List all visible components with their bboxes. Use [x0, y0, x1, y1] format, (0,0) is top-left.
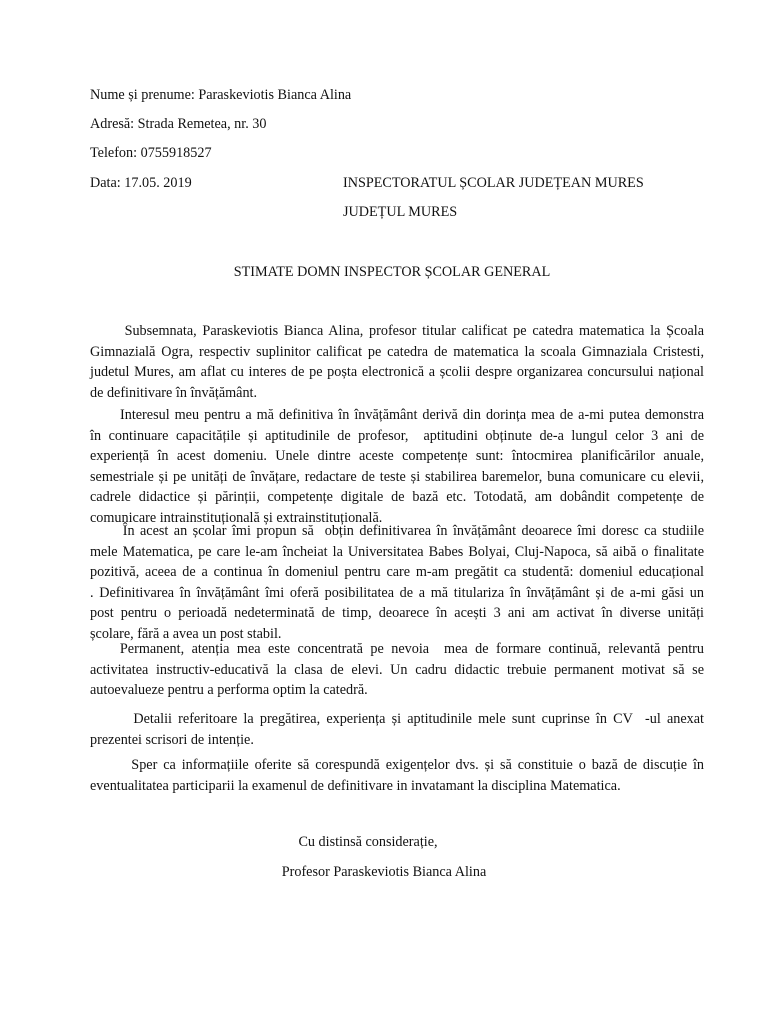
closing: Cu distinsă considerație, — [298, 834, 438, 850]
sender-phone: Telefon: 0755918527 — [90, 145, 212, 161]
paragraph-line: Sper ca informațiile oferite să corespundă exigențelor dvs. și să constituie o bază de discuție în — [90, 757, 704, 773]
recipient-institution: INSPECTORATUL ȘCOLAR JUDEȚEAN MURES — [343, 175, 644, 191]
paragraph-line: eventualitatea participarii la examenul de definitivare in invatamant la disciplina Matematica. — [90, 777, 621, 794]
paragraph-line: semestriale și pe unități de învățare, redactare de teste și stabilirea baremelor, buna comunicare cu elevii, — [90, 468, 704, 485]
paragraph-line: mele Matematica, pe care le-am încheiat la Universitatea Babes Bolyai, Cluj-Napoca, să aibă o finalitate — [90, 543, 704, 560]
paragraph-line: experiență în acest domeniu. Unele dintre aceste competențe sunt: întocmirea planificărilor anuale, — [90, 448, 704, 464]
paragraph-2 — [90, 405, 704, 528]
paragraph-3 — [90, 521, 704, 644]
recipient-county: JUDEȚUL MURES — [343, 204, 458, 220]
paragraph-5 — [90, 709, 704, 750]
paragraph-line: Detalii referitoare la pregătirea, experiența și aptitudinile mele sunt cuprinse în CV -ul anexat — [90, 711, 704, 727]
sender-address: Adresă: Strada Remetea, nr. 30 — [90, 116, 267, 132]
paragraph-line: în continuare capacitățile și aptitudinile de profesor, aptitudini obținute de-a lungul celor 3 ani de — [90, 427, 704, 444]
paragraph-line: pozitivă, aceea de a continua în domeniul pentru care m-am pregătit ca studentă: domeniul educațional — [90, 564, 704, 580]
salutation: STIMATE DOMN INSPECTOR ȘCOLAR GENERAL — [233, 264, 551, 280]
paragraph-4 — [90, 639, 704, 701]
paragraph-line: de definitivare în învățământ. — [90, 384, 258, 401]
paragraph-line: . Definitivarea în învățământ îmi oferă posibilitatea de a mă titulariza în învățământ și de a-mi găsi un — [90, 584, 704, 601]
paragraph-6 — [90, 755, 704, 796]
paragraph-line: În acest an școlar îmi propun să obțin definitivarea în învățământ deoarece îmi doresc ca studiile — [90, 523, 704, 539]
paragraph-line: prezentei scrisori de intenție. — [90, 731, 254, 748]
paragraph-line: Permanent, atenția mea este concentrată pe nevoia mea de formare continuă, relevantă pentru — [90, 641, 704, 657]
paragraph-line: post pentru o perioadă nedeterminată de timp, deoarece în acești 3 ani am activat în diverse unități — [90, 605, 704, 621]
signature: Profesor Paraskeviotis Bianca Alina — [281, 864, 487, 880]
paragraph-line: Interesul meu pentru a mă definitiva în învățământ derivă din dorința mea de a-mi putea demonstra — [90, 407, 704, 423]
paragraph-line: judetul Mures, am aflat cu interes de pe poșta electronică a școlii despre organizarea concursului național — [90, 364, 704, 380]
paragraph-1 — [90, 321, 704, 403]
paragraph-line: cadrele didactice și părinții, competențe digitale de bază etc. Totodată, am dobândit competențe de — [90, 489, 704, 505]
sender-name: Nume și prenume: Paraskeviotis Bianca Alina — [90, 87, 352, 103]
paragraph-line: comunicare intrainstituțională și extrainstituțională. — [90, 509, 383, 526]
paragraph-line: Subsemnata, Paraskeviotis Bianca Alina, profesor titular calificat pe catedra matematica la Școala — [90, 323, 704, 339]
letter-date: Data: 17.05. 2019 — [90, 175, 192, 191]
paragraph-line: autoevalueze pentru a performa optim la catedră. — [90, 682, 368, 698]
paragraph-line: Gimnazială Ogra, respectiv suplinitor calificat pe catedra de matematica la scoala Gimnaziala Cristesti, — [90, 343, 704, 360]
paragraph-line: activitatea instructiv-educativă la clasa de elevi. Un cadru didactic trebuie permanent motivat să se — [90, 661, 704, 678]
paragraph-line: școlare, fără a avea un post stabil. — [90, 625, 282, 642]
